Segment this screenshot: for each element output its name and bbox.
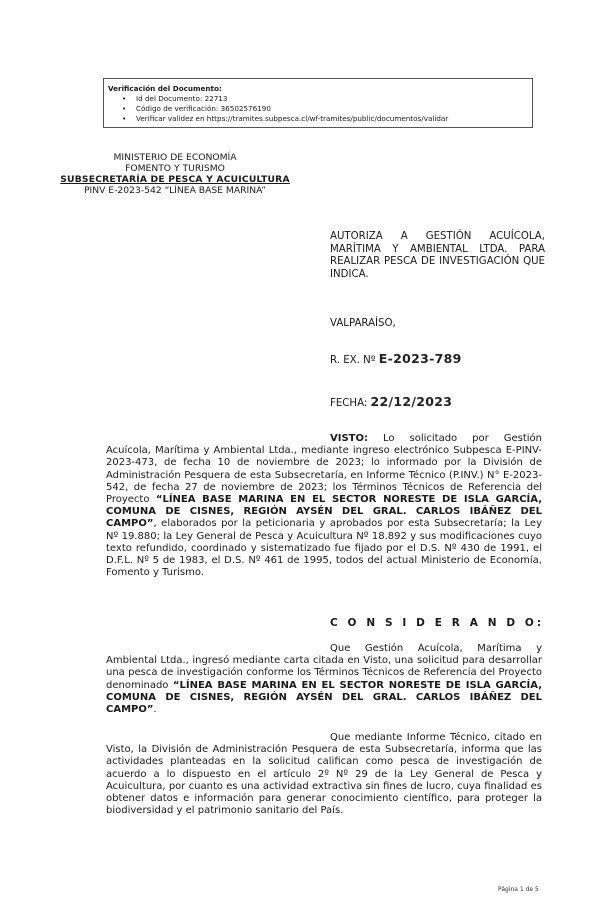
considerando-1-project-title: “LÍNEA BASE MARINA EN EL SECTOR NORESTE DE ISLA GARCÍA, COMUNA DE CISNES, REGIÓN AYSÉN DEL GRAL. CARLOS IBÁÑEZ DEL CAMPO” <box>106 679 542 716</box>
date-label: FECHA: <box>330 398 368 409</box>
visto-project-title: “LÍNEA BASE MARINA EN EL SECTOR NORESTE DE ISLA GARCÍA, COMUNA DE CISNES, REGIÓN AYSÉN DEL GRAL. CARLOS IBÁÑEZ DEL CAMPO” <box>106 494 543 530</box>
considerando-paragraph-1 <box>106 643 542 716</box>
resolution-number-label: R. EX. Nº <box>330 355 376 366</box>
page-number: Página 1 de 5 <box>498 886 539 893</box>
issuer-header <box>40 152 310 196</box>
visto-label: VISTO: <box>330 433 368 444</box>
verification-box <box>103 78 533 128</box>
resolution-number-value: E-2023-789 <box>378 351 462 366</box>
verification-list <box>108 94 532 124</box>
verification-item-url[interactable]: • Verificar validez en https://tramites.subpesca.cl/wf-tramites/public/documentos/validar <box>122 114 532 124</box>
resolution-number <box>330 353 462 368</box>
verification-item-id: • Id del Documento: 22713 <box>122 94 532 104</box>
considerando-paragraph-2 <box>106 732 542 817</box>
visto-text-1: Lo solicitado por Gestión Acuícola, Marítima y Ambiental Ltda., mediante ingreso electrónico Subpesca E-PINV-2023-473, de fecha 10 de noviembre de 2023; lo informado por la División de Administración Pesquera de esta Subsecretaría, en Informe Técnico (P.INV.) N° E-2023-542, de fecha 27 de noviembre de 2023; los Términos Técnicos de Referencia del Proyecto <box>106 433 542 506</box>
considerando-2-text: Que mediante Informe Técnico, citado en Visto, la División de Administración Pesquera de esta Subsecretaría, informa que las actividades planteadas en la solicitud califican como pesca de investigación de acuerdo a lo dispuesto en el artículo 2º Nº 29 de la Ley General de Pesca y Acuicultura, por cuanto es una actividad extractiva sin fines de lucro, cuya finalidad es obtener datos e información para generar conocimiento científico, para proteger la biodiversidad y el patrimonio sanitario del País. <box>106 732 542 817</box>
visto-text-2: , elaborados por la peticionaria y aprobados por esta Subsecretaría; la Ley Nº 19.880; la Ley General de Pesca y Acuicultura Nº 18.892 y sus modificaciones cuyo texto refundido, coordinado y sistematizado fue fijado por el D.S. Nº 430 de 1991, el D.F.L. Nº 5 de 1983, el D.S. Nº 461 de 1995, todos del actual Ministerio de Economía, Fomento y Turismo. <box>106 518 542 579</box>
ministry-name-line2: FOMENTO Y TURISMO <box>125 163 225 174</box>
considerando-1-end: . <box>153 704 157 716</box>
verification-item-code: • Código de verificación: 36502576190 <box>122 104 532 114</box>
subsecretaria-name: SUBSECRETARÍA DE PESCA Y ACUICULTURA <box>60 174 290 185</box>
city: VALPARAÍSO, <box>330 318 396 329</box>
considerando-1-text: Que Gestión Acuícola, Marítima y Ambiental Ltda., ingresó mediante carta citada en Visto, una solicitud para desarrollar una pesca de investigación conforme los Términos Técnicos de Referencia del Proyecto denominado <box>106 643 542 691</box>
verification-title: Verificación del Documento: <box>108 84 222 93</box>
resolution-subject: AUTORIZA A GESTIÓN ACUÍCOLA, MARÍTIMA Y AMBIENTAL LTDA. PARA REALIZAR PESCA DE INVESTIGACIÓN QUE INDICA. <box>330 231 545 280</box>
visto-paragraph <box>106 433 542 579</box>
date-value: 22/12/2023 <box>370 394 453 409</box>
ministry-name: MINISTERIO DE ECONOMÍA <box>113 152 237 163</box>
resolution-date <box>330 396 452 411</box>
considerando-heading: C O N S I D E R A N D O: <box>330 617 545 629</box>
pinv-reference: PINV E-2023-542 “LÍNEA BASE MARINA” <box>83 185 267 196</box>
